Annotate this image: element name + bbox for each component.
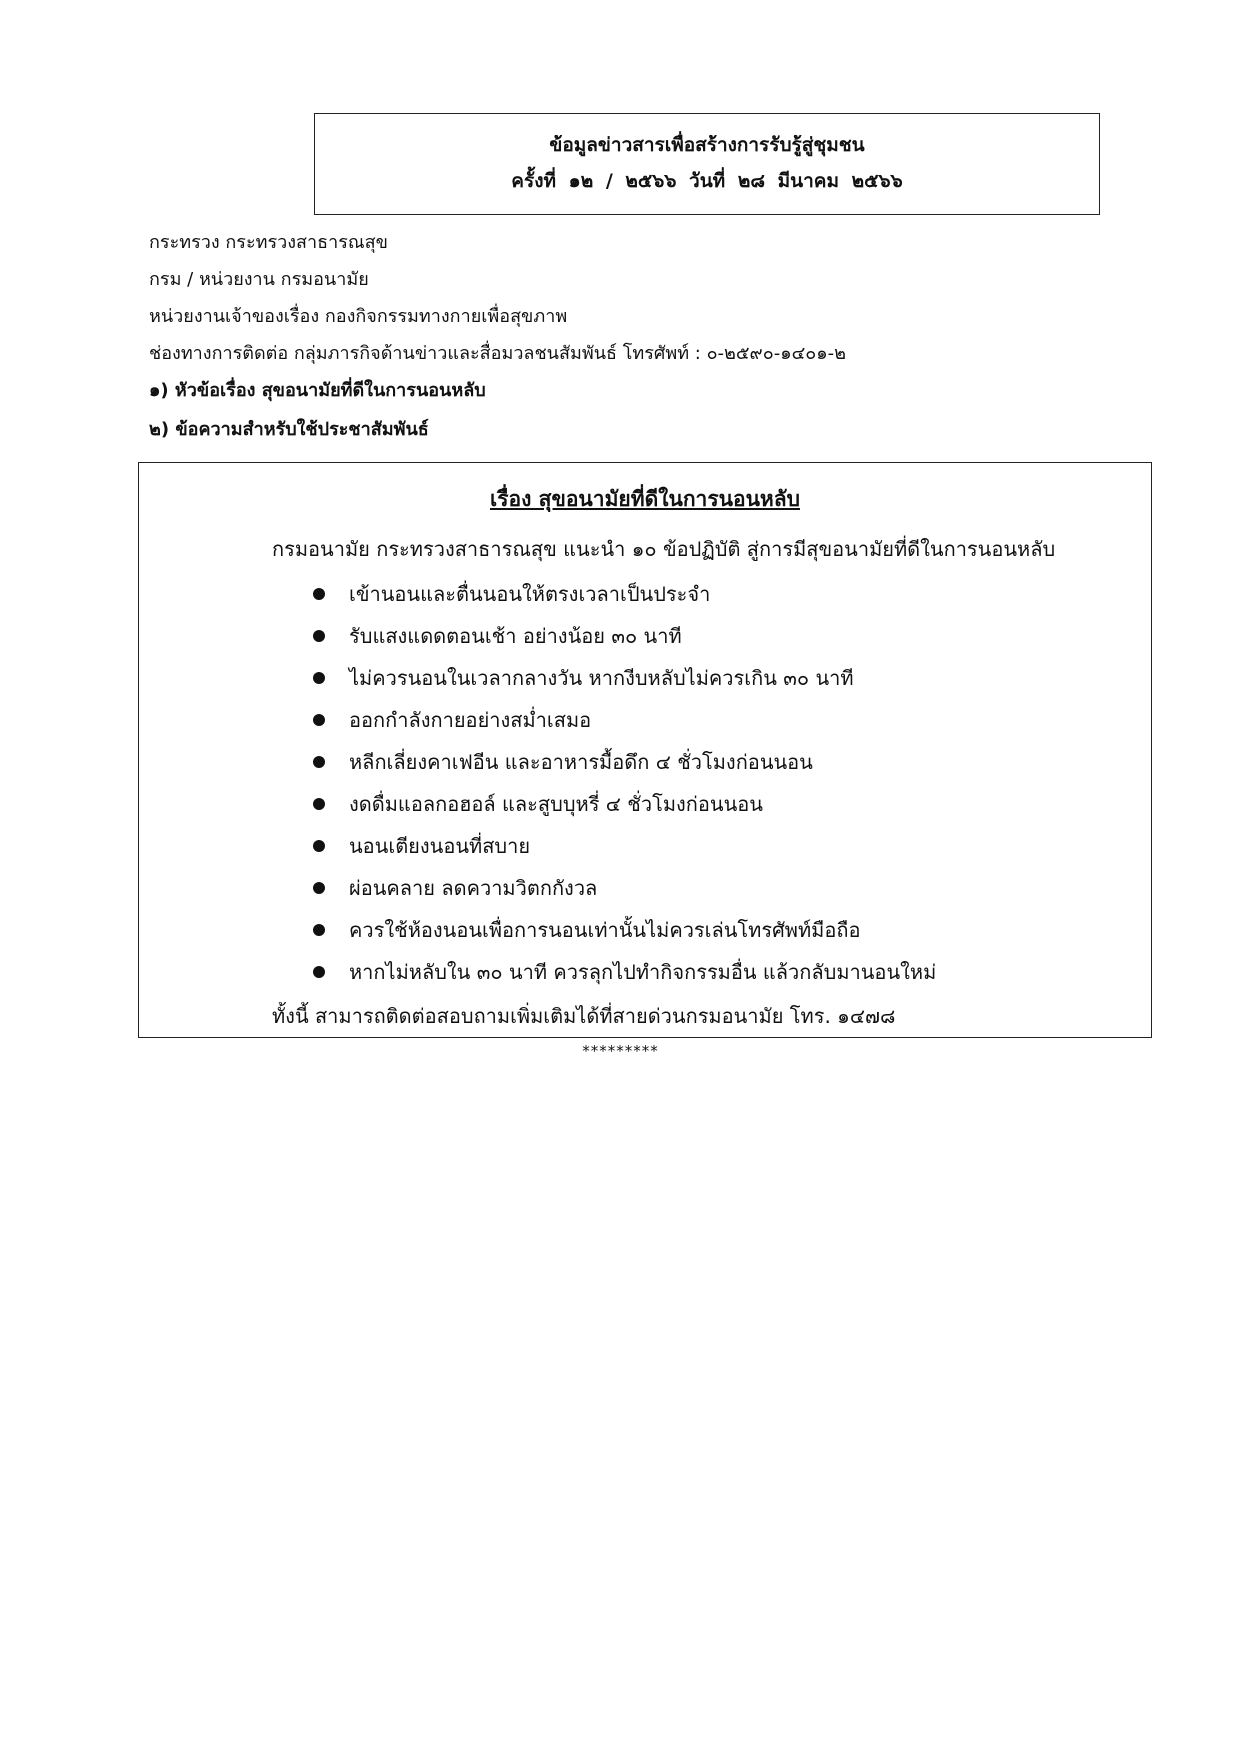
intro-paragraph: กรมอนามัย กระทรวงสาธารณสุข แนะนำ ๑๐ ข้อปฏิบัติ สู่การมีสุขอนามัยที่ดีในการนอนหลับ — [272, 537, 1056, 561]
pr-line: ๒) ข้อความสำหรับใช้ประชาสัมพันธ์ — [149, 419, 429, 440]
bullet-list — [349, 573, 936, 993]
list-item — [349, 615, 936, 657]
list-item — [349, 909, 936, 951]
list-item-text: หลีกเลี่ยงคาเฟอีน และอาหารมื้อดึก ๔ ชั่วโมงก่อนนอน — [349, 750, 813, 774]
list-item — [349, 783, 936, 825]
bullet-icon — [313, 630, 325, 642]
header-box — [314, 113, 1100, 215]
list-item-text: ออกกำลังกายอย่างสม่ำเสมอ — [349, 708, 592, 732]
bullet-icon — [313, 966, 325, 978]
bullet-icon — [313, 588, 325, 600]
list-item — [349, 951, 936, 993]
end-mark: ********* — [582, 1042, 659, 1060]
bullet-icon — [313, 798, 325, 810]
contact-line: ช่องทางการติดต่อ กลุ่มภารกิจด้านข่าวและสื่อมวลชนสัมพันธ์ โทรศัพท์ : ๐-๒๕๙๐-๑๔๐๑-๒ — [149, 343, 847, 364]
list-item-text: หากไม่หลับใน ๓๐ นาที ควรลุกไปทำกิจกรรมอื่น แล้วกลับมานอนใหม่ — [349, 960, 937, 984]
topic-line: ๑) หัวข้อเรื่อง สุขอนามัยที่ดีในการนอนหลับ — [149, 380, 486, 401]
list-item — [349, 825, 936, 867]
bullet-icon — [313, 924, 325, 936]
list-item-text: ไม่ควรนอนในเวลากลางวัน หากงีบหลับไม่ควรเกิน ๓๐ นาที — [349, 666, 854, 690]
list-item — [349, 657, 936, 699]
list-item — [349, 699, 936, 741]
list-item-text: นอนเตียงนอนที่สบาย — [349, 834, 531, 858]
list-item — [349, 573, 936, 615]
department-line: กรม / หน่วยงาน กรมอนามัย — [149, 269, 369, 290]
list-item-text: ผ่อนคลาย ลดความวิตกกังวล — [349, 876, 598, 900]
bullet-icon — [313, 882, 325, 894]
list-item-text: เข้านอนและตื่นนอนให้ตรงเวลาเป็นประจำ — [349, 582, 711, 606]
list-item-text: ควรใช้ห้องนอนเพื่อการนอนเท่านั้นไม่ควรเล่นโทรศัพท์มือถือ — [349, 918, 861, 942]
issue-line: ครั้งที่ ๑๒ / ๒๕๖๖ วันที่ ๒๘ มีนาคม ๒๕๖๖ — [511, 170, 903, 192]
list-item-text: รับแสงแดดตอนเช้า อย่างน้อย ๓๐ นาที — [349, 624, 682, 648]
list-item-text: งดดื่มแอลกอฮอล์ และสูบบุหรี่ ๔ ชั่วโมงก่อนนอน — [349, 792, 763, 816]
ministry-line: กระทรวง กระทรวงสาธารณสุข — [149, 232, 388, 253]
content-box — [138, 462, 1152, 1038]
story-title: เรื่อง สุขอนามัยที่ดีในการนอนหลับ — [490, 487, 800, 511]
owner-unit-line: หน่วยงานเจ้าของเรื่อง กองกิจกรรมทางกายเพื่อสุขภาพ — [149, 306, 568, 327]
list-item — [349, 867, 936, 909]
list-item — [349, 741, 936, 783]
bullet-icon — [313, 672, 325, 684]
document-title: ข้อมูลข่าวสารเพื่อสร้างการรับรู้สู่ชุมชน — [549, 134, 865, 156]
bullet-icon — [313, 714, 325, 726]
bullet-icon — [313, 756, 325, 768]
bullet-icon — [313, 840, 325, 852]
closing-note: ทั้งนี้ สามารถติดต่อสอบถามเพิ่มเติมได้ที่สายด่วนกรมอนามัย โทร. ๑๔๗๘ — [272, 1004, 896, 1028]
